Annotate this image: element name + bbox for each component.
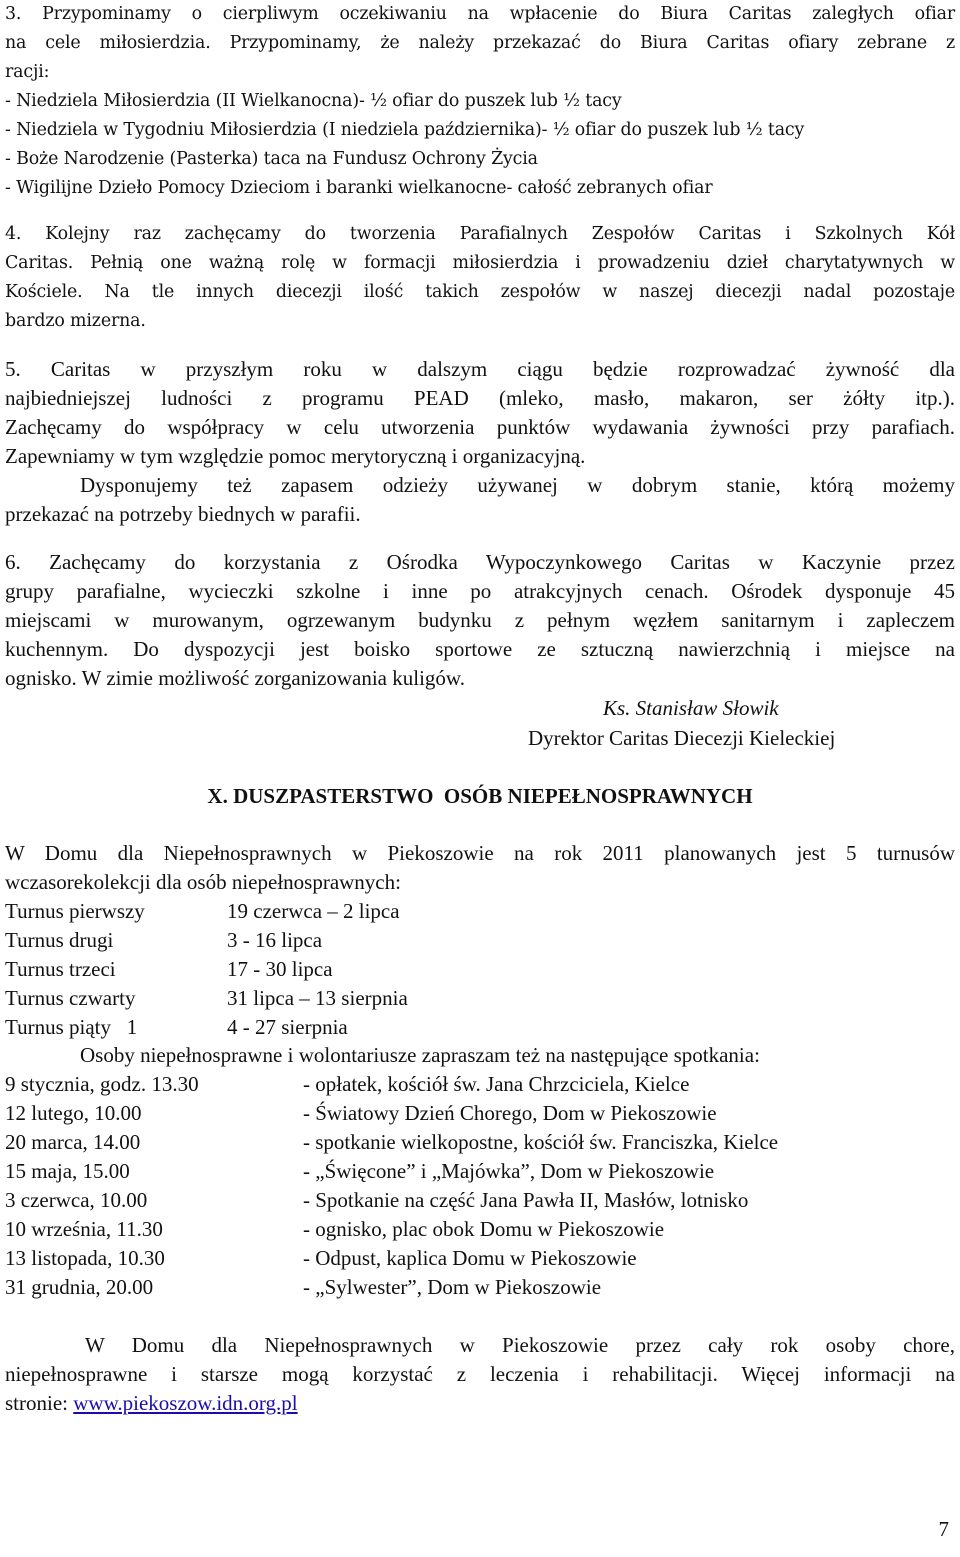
intro-line: wczasorekolekcji dla osób niepełnosprawnych: bbox=[5, 870, 401, 894]
meeting-date: 13 listopada, 10.30 bbox=[5, 1246, 165, 1270]
closing-prefix: stronie: bbox=[5, 1391, 74, 1415]
meeting-date: 9 stycznia, godz. 13.30 bbox=[5, 1072, 199, 1096]
meeting-date: 15 maja, 15.00 bbox=[5, 1159, 130, 1183]
meeting-date: 20 marca, 14.00 bbox=[5, 1130, 141, 1154]
meeting-desc: - ognisko, plac obok Domu w Piekoszowie bbox=[303, 1217, 665, 1241]
section-5-line: najbiedniejszej ludności z programu PEAD (mleko, masło, makaron, ser żółty itp.). bbox=[5, 386, 955, 410]
meeting-date: 12 lutego, 10.00 bbox=[5, 1101, 142, 1125]
closing-paragraph bbox=[5, 1331, 955, 1418]
section-5-line: Zachęcamy do współpracy w celu utworzenia punktów wydawania żywności przy parafiach. bbox=[5, 415, 955, 439]
turnus-name: Turnus trzeci bbox=[5, 957, 116, 981]
section-5 bbox=[5, 355, 955, 529]
section-6-line: ognisko. W zimie możliwość zorganizowania kuligów. bbox=[5, 666, 465, 690]
section-6 bbox=[5, 548, 955, 693]
turnus-dates: 19 czerwca – 2 lipca bbox=[227, 899, 400, 923]
meeting-desc: - Odpust, kaplica Domu w Piekoszowie bbox=[303, 1246, 637, 1270]
meeting-date: 31 grudnia, 20.00 bbox=[5, 1275, 154, 1299]
section-3-line-3: racji: bbox=[5, 62, 50, 82]
turnus-name: Turnus drugi bbox=[5, 928, 114, 952]
offering-list-item: - Niedziela w Tygodniu Miłosierdzia (I niedziela października)- ½ ofiar do puszek lub ½ tacy bbox=[5, 120, 805, 140]
turnus-dates: 17 - 30 lipca bbox=[227, 957, 333, 981]
meeting-desc: - „Sylwester”, Dom w Piekoszowie bbox=[303, 1275, 602, 1299]
meeting-desc: - opłatek, kościół św. Jana Chrzciciela, Kielce bbox=[303, 1072, 690, 1096]
section-3 bbox=[5, 0, 955, 203]
section-6-line: 6. Zachęcamy do korzystania z Ośrodka Wypoczynkowego Caritas w Kaczynie przez bbox=[5, 550, 955, 574]
section-x-intro bbox=[5, 839, 955, 897]
meetings-table bbox=[5, 1070, 955, 1305]
offering-list-item: - Boże Narodzenie (Pasterka) taca na Fundusz Ochrony Życia bbox=[5, 149, 538, 169]
meeting-date: 3 czerwca, 10.00 bbox=[5, 1188, 148, 1212]
page-number: 7 bbox=[938, 1517, 949, 1541]
meeting-desc: - „Święcone” i „Majówka”, Dom w Piekoszowie bbox=[303, 1159, 715, 1183]
section-6-line: grupy parafialne, wycieczki szkolne i inne po atrakcyjnych cenach. Ośrodek dysponuje 45 bbox=[5, 579, 955, 603]
section-3-line-1: 3. Przypominamy o cierpliwym oczekiwaniu na wpłacenie do Biura Caritas zaległych ofiar bbox=[5, 4, 955, 24]
turnus-dates: 31 lipca – 13 sierpnia bbox=[227, 986, 408, 1010]
meeting-date: 10 września, 11.30 bbox=[5, 1217, 163, 1241]
signature-title: Dyrektor Caritas Diecezji Kieleckiej bbox=[528, 726, 836, 750]
turnus-name: Turnus czwarty bbox=[5, 986, 136, 1010]
closing-line: W Domu dla Niepełnosprawnych w Piekoszowie przez cały rok osoby chore, bbox=[85, 1333, 955, 1357]
section-4-line: Caritas. Pełnią one ważną rolę w formacji miłosierdzia i prowadzeniu dzieł charytatywnych w bbox=[5, 253, 955, 273]
section-6-line: miejscami w murowanym, ogrzewanym budynku z pełnym węzłem sanitarnym i zapleczem bbox=[5, 608, 955, 632]
section-5-line: przekazać na potrzeby biednych w parafii. bbox=[5, 502, 361, 526]
turnus-dates: 3 - 16 lipca bbox=[227, 928, 323, 952]
section-4 bbox=[5, 220, 955, 336]
turnus-dates: 4 - 27 sierpnia bbox=[227, 1015, 348, 1039]
section-heading: X. DUSZPASTERSTWO OSÓB NIEPEŁNOSPRAWNYCH bbox=[207, 784, 753, 808]
meeting-desc: - Spotkanie na część Jana Pawła II, Masłów, lotnisko bbox=[303, 1188, 749, 1212]
offering-list-item: - Niedziela Miłosierdzia (II Wielkanocna)- ½ ofiar do puszek lub ½ tacy bbox=[5, 91, 622, 111]
section-4-line: 4. Kolejny raz zachęcamy do tworzenia Parafialnych Zespołów Caritas i Szkolnych Kół bbox=[5, 224, 955, 244]
meeting-desc: - spotkanie wielkopostne, kościół św. Franciszka, Kielce bbox=[303, 1130, 779, 1154]
meeting-desc: - Światowy Dzień Chorego, Dom w Piekoszowie bbox=[303, 1101, 717, 1125]
section-4-line: Kościele. Na tle innych diecezji ilość takich zespołów w naszej diecezji nadal pozostaje bbox=[5, 282, 955, 302]
offering-list-item: - Wigilijne Dzieło Pomocy Dzieciom i baranki wielkanocne- całość zebranych ofiar bbox=[5, 178, 713, 198]
section-6-line: kuchennym. Do dyspozycji jest boisko sportowe ze sztuczną nawierzchnią i miejsce na bbox=[5, 637, 955, 661]
section-5-line: Dysponujemy też zapasem odzieży używanej w dobrym stanie, którą możemy bbox=[80, 473, 955, 497]
website-link[interactable]: www.piekoszow.idn.org.pl bbox=[73, 1391, 298, 1415]
turnus-name: Turnus piąty 1 bbox=[5, 1015, 138, 1039]
meetings-intro: Osoby niepełnosprawne i wolontariusze zapraszam też na następujące spotkania: bbox=[80, 1043, 760, 1067]
closing-line-with-link bbox=[5, 1389, 955, 1418]
section-5-line: 5. Caritas w przyszłym roku w dalszym ciągu będzie rozprowadzać żywność dla bbox=[5, 357, 955, 381]
turnus-name: Turnus pierwszy bbox=[5, 899, 145, 923]
section-5-line: Zapewniamy w tym względzie pomoc merytoryczną i organizacyjną. bbox=[5, 444, 586, 468]
turnus-table bbox=[5, 897, 955, 1042]
closing-line: niepełnosprawne i starsze mogą korzystać z leczenia i rehabilitacji. Więcej informacji na bbox=[5, 1362, 955, 1386]
signature-name: Ks. Stanisław Słowik bbox=[603, 696, 779, 720]
section-4-line: bardzo mizerna. bbox=[5, 311, 146, 331]
section-3-line-2: na cele miłosierdzia. Przypominamy, że należy przekazać do Biura Caritas ofiary zebrane z bbox=[5, 33, 955, 53]
intro-line: W Domu dla Niepełnosprawnych w Piekoszowie na rok 2011 planowanych jest 5 turnusów bbox=[5, 841, 955, 865]
